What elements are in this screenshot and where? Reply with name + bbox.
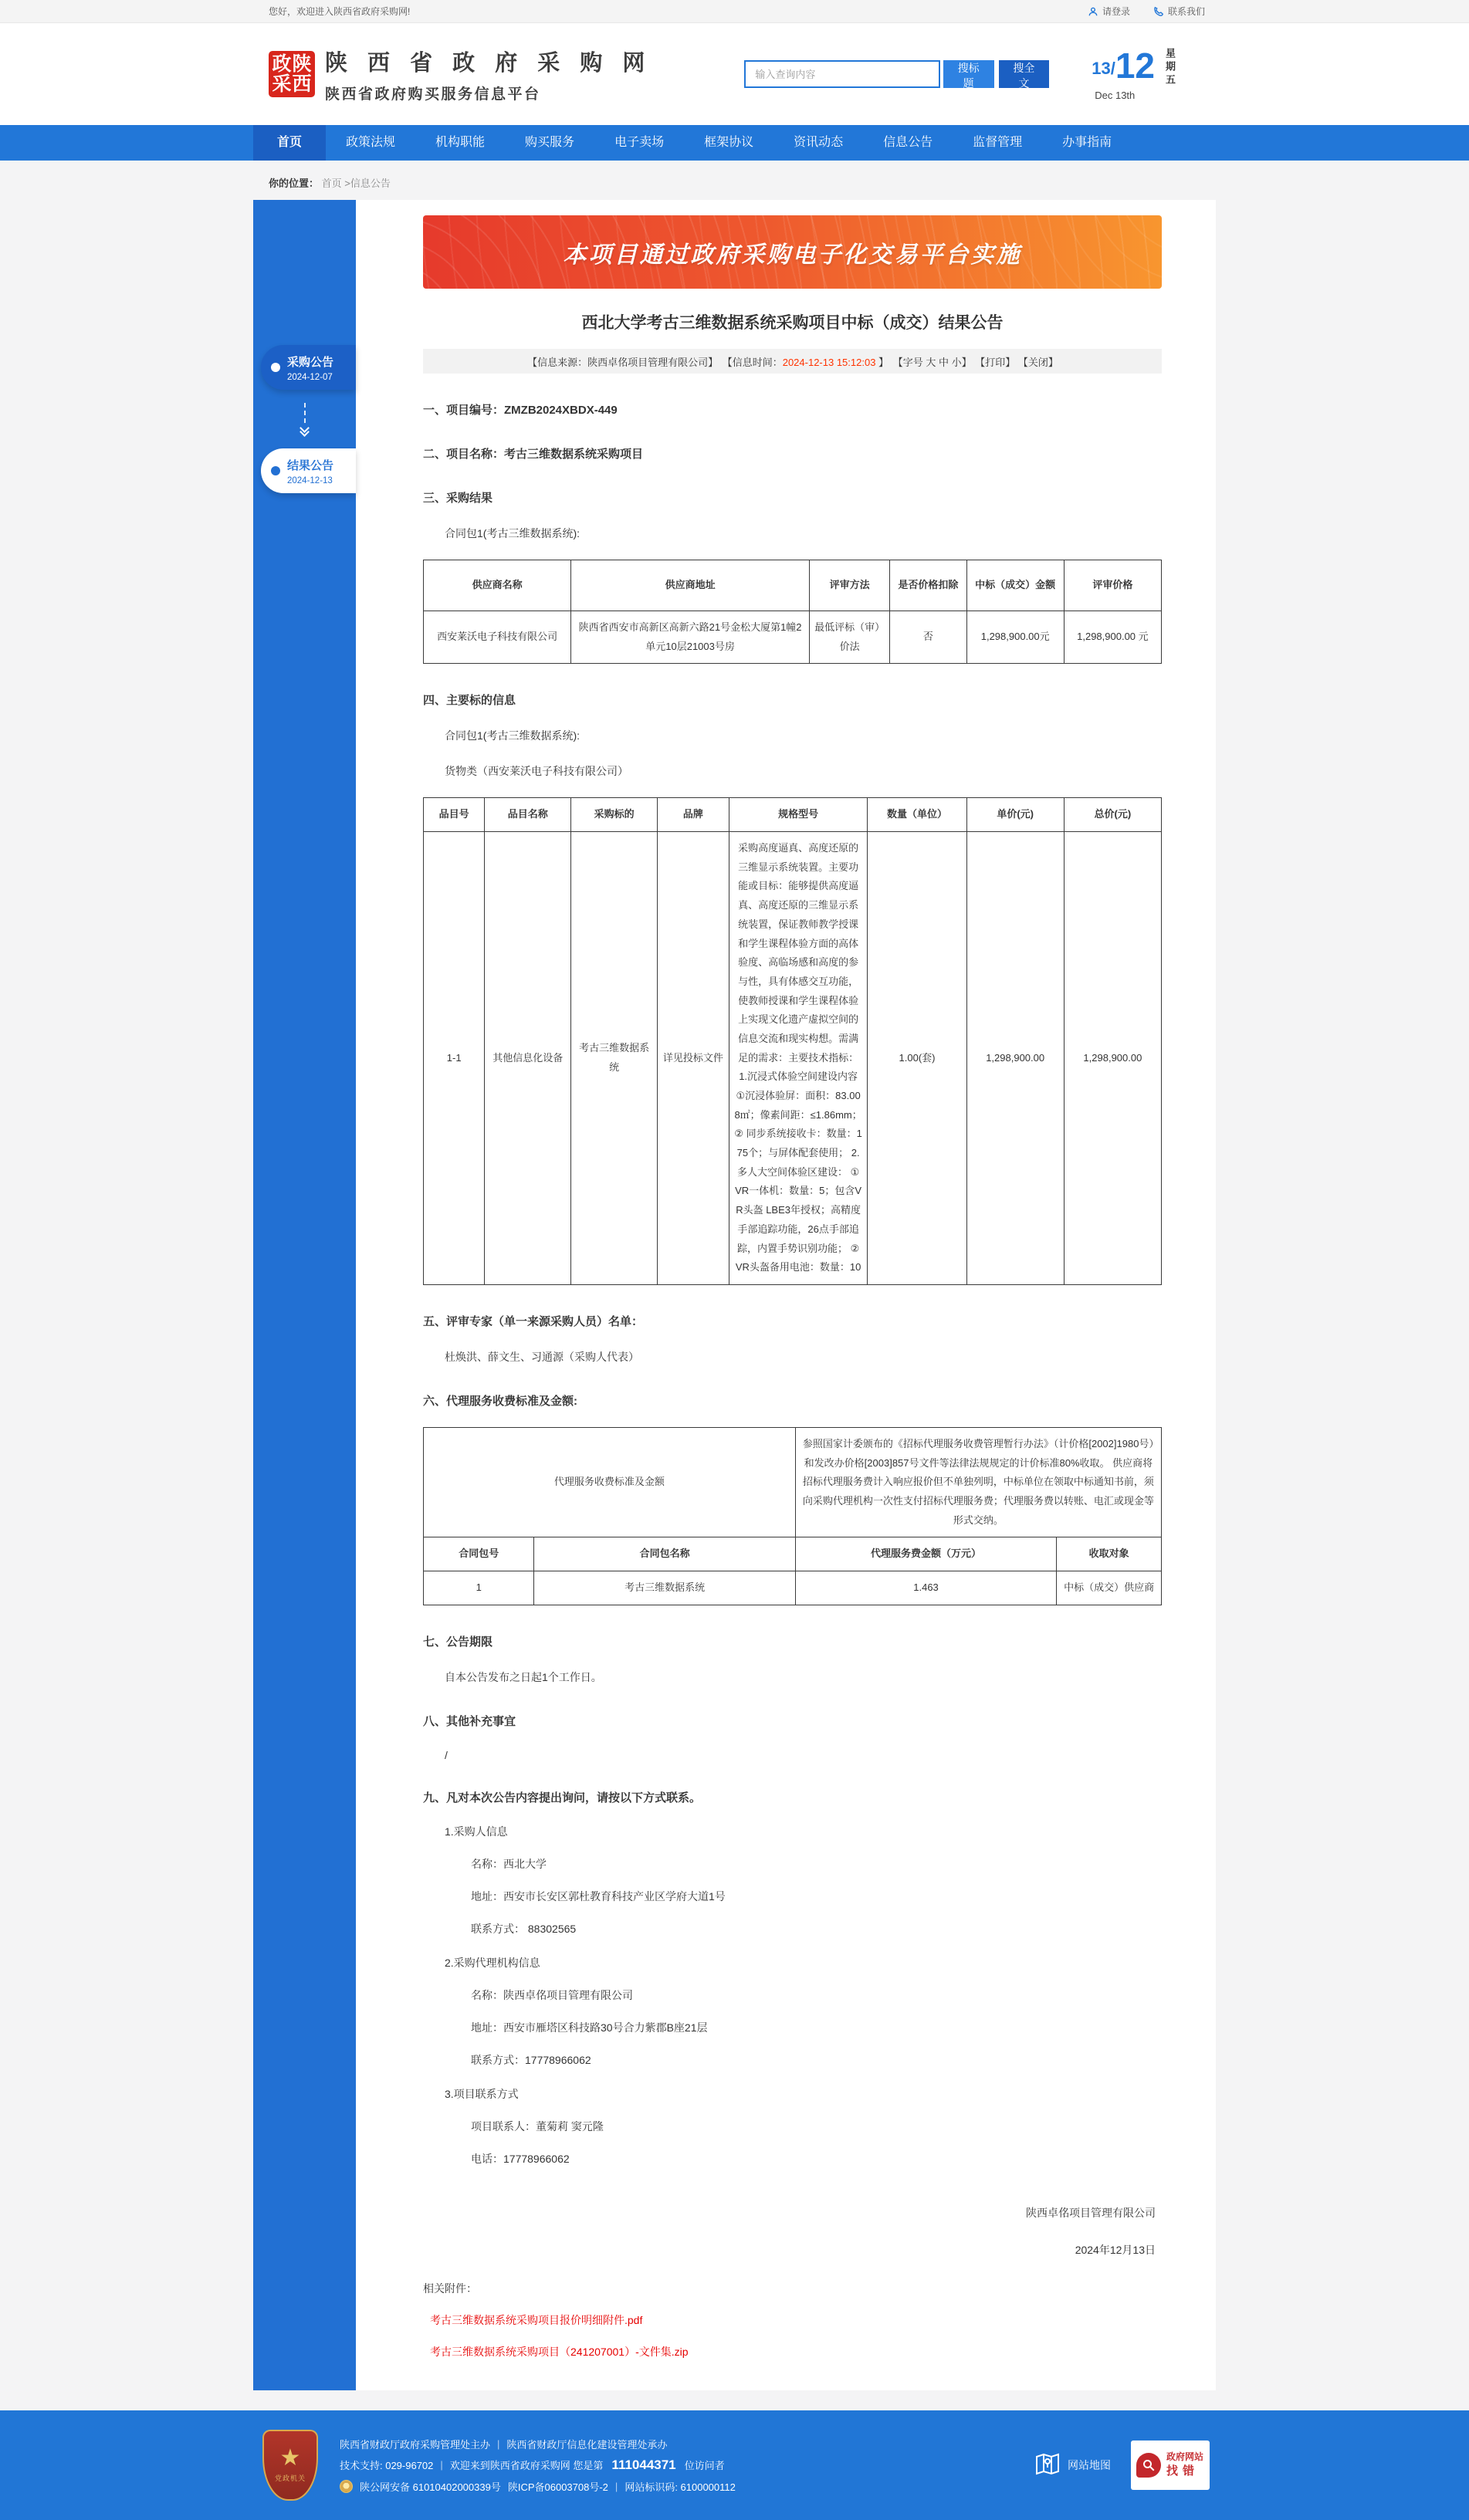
announcement-content: [356, 200, 1216, 2390]
banner-text: 本项目通过政府采购电子化交易平台实施: [563, 242, 1022, 268]
agency-name: 名称：陕西卓佲项目管理有限公司: [471, 1988, 633, 2001]
unit-price-cell: 1,298,900.00: [966, 832, 1064, 1285]
procurement-subject-cell: 考古三维数据系统: [571, 832, 658, 1285]
fee-payer-cell: 中标（成交）供应商: [1057, 1571, 1162, 1605]
col-header: 中标（成交）金额: [966, 560, 1064, 611]
quantity-cell: 1.00(套): [868, 832, 966, 1285]
goods-category-line: 货物类（西安莱沃电子科技有限公司）: [445, 765, 628, 778]
table-header-row: [424, 560, 1162, 611]
error-badge-line1: 政府网站: [1166, 2451, 1204, 2463]
purchaser-name: 名称：西北大学: [471, 1857, 547, 1870]
phone-icon: [1153, 6, 1164, 17]
breadcrumb-separator: >: [341, 178, 350, 189]
project-contact-title: 3.项目联系方式: [445, 2087, 519, 2100]
supplier-name-cell: 西安莱沃电子科技有限公司: [424, 611, 571, 664]
search-title-button[interactable]: 搜标题: [943, 60, 994, 88]
table-header-row: [424, 798, 1162, 832]
attachments-title: 相关附件：: [423, 2282, 477, 2295]
fee-policy-cell: 参照国家计委颁布的《招标代理服务收费管理暂行办法》（计价格[2002]1980号）和发改办价格[2003]857号文件等法律法规规定的计价标准80%收取。 供应商将招标代理服务费计入响应报价但不单独列明，中标单位在领取中标通知书前，须向采购代理机构一次性支付招标代理服务费；代理服务费以转账、电汇或现金等形式交纳。: [795, 1427, 1161, 1537]
nav-functions[interactable]: 机构职能: [435, 136, 486, 149]
col-header: 品目号: [424, 798, 485, 832]
print-button[interactable]: 【打印】: [975, 357, 1016, 368]
col-header: 代理服务费金额（万元）: [795, 1537, 1056, 1571]
site-header: [0, 23, 1469, 125]
contract-package-intro: 合同包1(考古三维数据系统):: [445, 729, 580, 742]
section-review-experts: 五、评审专家（单一来源采购人员）名单：: [423, 1314, 644, 1328]
font-size-control: 【字号 大 中 小】: [892, 357, 972, 368]
magnifier-icon: [1136, 2453, 1161, 2478]
table-header-row: [424, 1537, 1162, 1571]
section-procurement-result: 三、采购结果: [423, 492, 493, 505]
table-row: [424, 1571, 1162, 1605]
section-other-matters: 八、其他补充事宜: [423, 1714, 516, 1728]
col-header: 收取对象: [1057, 1537, 1162, 1571]
supplier-address-cell: 陕西省西安市高新区高新六路21号金松大厦第1幢2单元10层21003号房: [571, 611, 810, 664]
col-header: 评审方法: [809, 560, 889, 611]
search-input[interactable]: [744, 60, 939, 88]
section-project-number: 一、项目编号：ZMZB2024XBDX-449: [423, 404, 618, 417]
timeline-item-date: 2024-12-13: [287, 475, 333, 485]
col-header: 合同包号: [424, 1537, 534, 1571]
site-id-code: 网站标识码: 6100000112: [624, 2481, 736, 2493]
nav-emall[interactable]: 电子卖场: [614, 136, 665, 149]
attachment-link-pdf[interactable]: 考古三维数据系统采购项目报价明细附件.pdf: [430, 2313, 643, 2326]
font-large-button[interactable]: 大: [926, 357, 936, 368]
signature-date: 2024年12月13日: [1075, 2243, 1156, 2256]
col-header: 是否价格扣除: [890, 560, 966, 611]
topbar: [0, 0, 1469, 23]
project-contact-phone: 电话：17778966062: [471, 2152, 570, 2165]
col-header: 单价(元): [966, 798, 1064, 832]
purchaser-info-title: 1.采购人信息: [445, 1825, 508, 1838]
breadcrumb: [253, 175, 1216, 190]
fee-amount-cell: 1.463: [795, 1571, 1056, 1605]
breadcrumb-label: 你的位置：: [269, 178, 320, 189]
price-deduction-cell: 否: [890, 611, 966, 664]
agency-contact: 联系方式：17778966062: [471, 2053, 591, 2066]
col-header: 品目名称: [485, 798, 571, 832]
site-logo: 政 陕 采 西: [269, 51, 315, 97]
breadcrumb-current: 信息公告: [350, 178, 391, 189]
site-title: 陕 西 省 政 府 采 购 网: [325, 50, 652, 76]
nav-home[interactable]: 首页: [253, 125, 326, 161]
package-number-cell: 1: [424, 1571, 534, 1605]
nav-supervision[interactable]: 监督管理: [973, 136, 1023, 149]
site-brand: [269, 46, 652, 103]
nav-purchase-services[interactable]: 购买服务: [525, 136, 575, 149]
font-small-button[interactable]: 小: [951, 357, 962, 368]
timeline-dot-icon: [271, 363, 280, 372]
nav-guide[interactable]: 办事指南: [1062, 136, 1112, 149]
procurement-result-table: [423, 560, 1162, 664]
timeline-dot-icon: [271, 466, 280, 475]
sitemap-link[interactable]: [1034, 2451, 1111, 2479]
timeline-item-procurement-notice[interactable]: [261, 345, 356, 390]
total-price-cell: 1,298,900.00: [1064, 832, 1161, 1285]
table-row: [424, 1427, 1162, 1537]
nav-framework-agreement[interactable]: 框架协议: [704, 136, 754, 149]
award-amount-cell: 1,298,900.00元: [966, 611, 1064, 664]
info-timestamp: 2024-12-13 15:12:03: [782, 357, 876, 368]
brand-cell: 详见投标文件: [658, 832, 729, 1285]
contact-link[interactable]: [1153, 5, 1205, 18]
col-header: 供应商地址: [571, 560, 810, 611]
close-button[interactable]: 【关闭】: [1017, 357, 1058, 368]
security-registration: 陕公网安备 61010402000339号: [360, 2481, 501, 2493]
signature-company: 陕西卓佲项目管理有限公司: [1026, 2206, 1156, 2219]
col-header: 采购标的: [571, 798, 658, 832]
col-header: 合同包名称: [534, 1537, 795, 1571]
agency-fee-table: [423, 1427, 1162, 1605]
error-badge-line2: 找错: [1166, 2464, 1200, 2478]
timeline-sidebar: [253, 200, 356, 2390]
main-nav: [0, 125, 1469, 161]
section-project-name: 二、项目名称：考古三维数据系统采购项目: [423, 448, 644, 461]
item-name-cell: 其他信息化设备: [485, 832, 571, 1285]
col-header: 总价(元): [1064, 798, 1161, 832]
table-row: [424, 611, 1162, 664]
date-day: 12: [1115, 45, 1155, 86]
fee-standard-label-cell: 代理服务收费标准及金额: [424, 1427, 796, 1537]
other-matters-text: /: [445, 1748, 448, 1761]
icp-registration: 陕ICP备06003708号-2: [507, 2481, 608, 2493]
announcement-period-text: 自本公告发布之日起1个工作日。: [445, 1670, 602, 1683]
welcome-text: 您好，欢迎进入陕西省政府采购网!: [269, 6, 411, 17]
meta-bar: [423, 349, 1162, 374]
party-gov-badge-label: 党政机关: [274, 2474, 306, 2483]
table-row: [424, 832, 1162, 1285]
agency-info-title: 2.采购代理机构信息: [445, 1956, 540, 1969]
timeline-item-result-notice[interactable]: [261, 448, 356, 493]
sitemap-label: 网站地图: [1068, 2458, 1111, 2471]
purchaser-address: 地址：西安市长安区郭杜教育科技产业区学府大道1号: [471, 1889, 726, 1903]
login-label: 请登录: [1102, 6, 1130, 17]
timeline-item-date: 2024-12-07: [287, 372, 333, 382]
date-month: 13/: [1092, 58, 1115, 78]
col-header: 规格型号: [729, 798, 868, 832]
site-footer: [0, 2410, 1469, 2520]
section-contact-info: 九、凡对本次公告内容提出询问，请按以下方式联系。: [423, 1791, 702, 1805]
info-source: 【信息来源：陕西卓佲项目管理有限公司】: [527, 357, 719, 368]
contract-package-intro: 合同包1(考古三维数据系统):: [445, 527, 580, 540]
subject-items-table: [423, 797, 1162, 1285]
police-badge-icon: [340, 2480, 353, 2493]
col-header: 品牌: [658, 798, 729, 832]
date-weekday: 星期五: [1164, 47, 1176, 87]
search-bar: [744, 60, 1049, 88]
agency-address: 地址：西安市雁塔区科技路30号合力紫郡B座21层: [471, 2021, 708, 2034]
timeline-arrow-icon: [253, 390, 356, 448]
package-name-cell: 考古三维数据系统: [534, 1571, 795, 1605]
review-method-cell: 最低评标（审）价法: [809, 611, 889, 664]
visitor-count: 111044371: [611, 2457, 676, 2472]
col-header: 评审价格: [1064, 560, 1161, 611]
gov-site-error-report-badge[interactable]: [1131, 2441, 1210, 2490]
col-header: 数量（单位）: [868, 798, 966, 832]
project-contact-person: 项目联系人：董菊莉 窦元隆: [471, 2119, 604, 2133]
font-medium-button[interactable]: 中: [938, 357, 949, 368]
info-time: 【信息时间：2024-12-13 15:12:03 】: [722, 357, 889, 368]
breadcrumb-home[interactable]: 首页: [321, 178, 342, 189]
contact-label: 联系我们: [1167, 6, 1205, 17]
main-wrapper: [0, 200, 1469, 2410]
review-price-cell: 1,298,900.00 元: [1064, 611, 1161, 664]
site-subtitle: 陕西省政府购买服务信息平台: [325, 86, 541, 103]
breadcrumb-bar: [0, 161, 1469, 200]
nav-news[interactable]: 资讯动态: [794, 136, 844, 149]
announcement-title: 西北大学考古三维数据系统采购项目中标（成交）结果公告: [581, 314, 1004, 332]
expert-names: 杜焕洪、薛文生、习通源（采购人代表）: [445, 1350, 639, 1363]
purchaser-contact: 联系方式： 88302565: [471, 1922, 577, 1935]
platform-banner: [423, 215, 1162, 289]
section-agency-fee: 六、代理服务收费标准及金额:: [423, 1394, 577, 1408]
footer-registration-line: 陕公网安备 61010402000339号 陕ICP备06003708号-2 | 网站标识码: 6100000112: [340, 2479, 1013, 2494]
nav-announcements[interactable]: 信息公告: [883, 136, 933, 149]
section-main-subject: 四、主要标的信息: [423, 694, 516, 708]
col-header: 供应商名称: [424, 560, 571, 611]
item-number-cell: 1-1: [424, 832, 485, 1285]
signature-block: [423, 2205, 1162, 2258]
timeline-item-label: 结果公告: [287, 458, 334, 472]
footer-organizer-line: 陕西省财政厅政府采购管理处主办 | 陕西省财政厅信息化建设管理处承办: [340, 2437, 668, 2451]
date-widget: [1092, 45, 1207, 101]
timeline-item-label: 采购公告: [287, 355, 334, 369]
login-link[interactable]: [1088, 5, 1130, 18]
search-fulltext-button[interactable]: 搜全文: [999, 60, 1050, 88]
date-english: Dec 13th: [1095, 89, 1136, 101]
section-announcement-period: 七、公告期限: [423, 1635, 493, 1649]
nav-policies[interactable]: 政策法规: [346, 136, 396, 149]
specification-cell: 采购高度逼真、高度还原的三维显示系统装置。主要功能或目标：能够提供高度逼真、高度还原的三维显示系统装置，保证教师教学授课和学生课程体验方面的高体验度、高临场感和高度的参与性，具有体感交互功能，使教师授课和学生课程体验上实现文化遗产虚拟空间的信息交流和现实构想。需满足的需求：主要技术指标： 1.沉浸式体验空间建设内容 ①沉浸体验屏：面积：83.008㎡；像素间距：≤1.86mm； ② 同步系统接收卡：数量：175个；与屏体配套使用； 2.多人大空间体验区建设： ① VR一体机：数量：5；包含VR头盔 LBE3年授权；高精度手部追踪功能，26点手部追踪，内置手势识别功能； ② VR头盔备用电池：数量：10: [729, 832, 868, 1285]
party-gov-badge-icon: ★ 党政机关: [262, 2430, 318, 2501]
footer-support-line: 技术支持: 029-96702 | 欢迎来到陕西省政府采购网 您是第 111044371 位访问者: [340, 2457, 725, 2472]
attachment-link-zip[interactable]: 考古三维数据系统采购项目（241207001）-文件集.zip: [430, 2345, 689, 2358]
sitemap-icon: [1034, 2451, 1061, 2479]
user-icon: [1088, 6, 1098, 17]
